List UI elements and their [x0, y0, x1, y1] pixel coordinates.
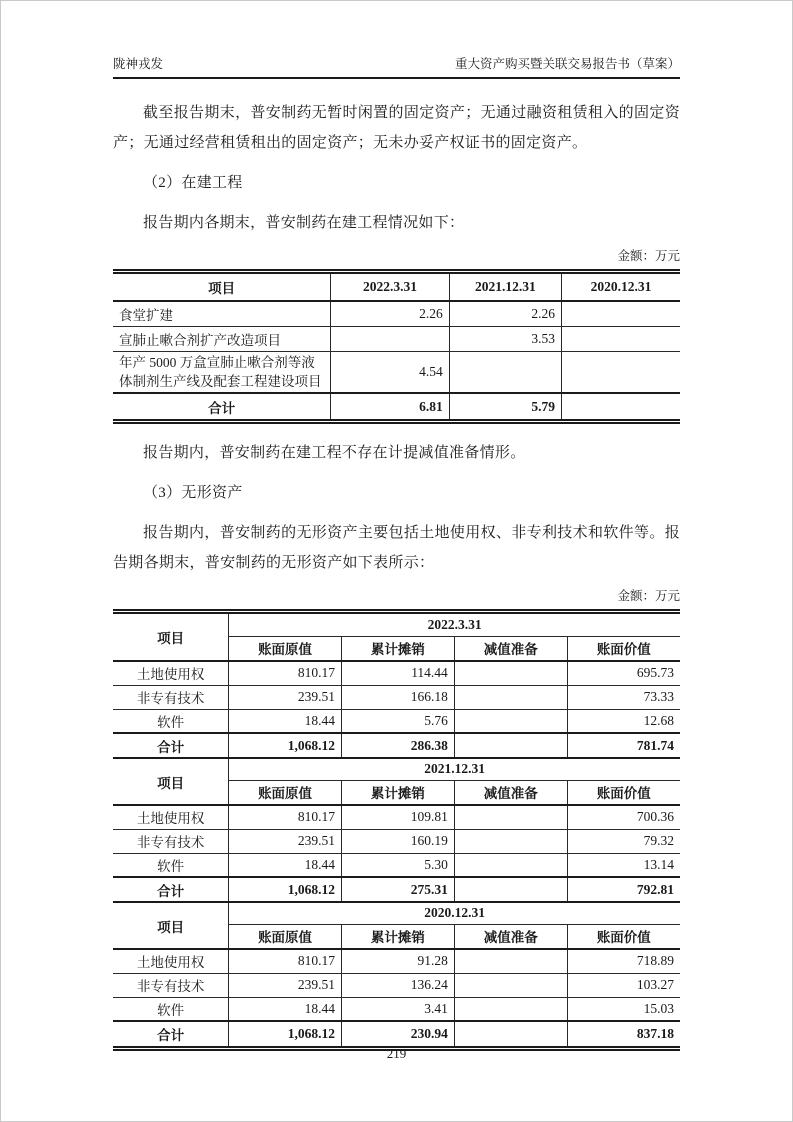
value-cell: 15.03: [567, 997, 680, 1021]
table-row: [113, 805, 680, 829]
column-header: 项目: [208, 281, 236, 296]
column-header: 2020.12.31: [561, 274, 680, 301]
value-cell: 114.44: [341, 661, 454, 685]
row-label-cell: 非专有技术: [136, 691, 205, 706]
table-total-row: [113, 393, 680, 419]
total-value-cell: 837.18: [567, 1021, 680, 1046]
row-label-cell: 土地使用权: [136, 811, 205, 827]
total-value-cell: 1,068.12: [229, 1021, 342, 1046]
construction-table: [113, 269, 680, 424]
paragraph-no-impairment: 报告期内，普安制药在建工程不存在计提减值准备情形。: [143, 445, 526, 461]
value-cell: [449, 351, 561, 393]
table-total-row: [113, 1021, 680, 1046]
value-cell: 718.89: [567, 949, 680, 973]
total-label-cell: 合计: [157, 739, 185, 755]
item-column-header: 项目: [157, 775, 185, 791]
column-header: 账面价值: [567, 636, 680, 661]
value-cell: 18.44: [229, 853, 342, 877]
period-header-cell: 2022.3.31: [229, 614, 680, 636]
header-company-name: 陇神戎发: [113, 57, 164, 71]
period-header-row: [113, 902, 680, 924]
header-report-title: 重大资产购买暨关联交易报告书（草案）: [454, 57, 680, 71]
table-row: [113, 301, 680, 326]
item-column-header: 项目: [157, 631, 185, 646]
value-cell: 103.27: [567, 973, 680, 997]
item-column-header: 项目: [157, 919, 185, 935]
row-label-cell: 软件: [157, 1002, 185, 1018]
value-cell: 5.76: [341, 709, 454, 733]
column-header: 累计摊销: [341, 780, 454, 805]
value-cell: [454, 949, 567, 973]
paragraph-intangible-intro: 报告期内，普安制药的无形资产主要包括土地使用权、非专利技术和软件等。报告期各期末，普安制药的无形资产如下表所示：: [113, 525, 680, 571]
value-cell: 136.24: [341, 973, 454, 997]
value-cell: 166.18: [341, 685, 454, 709]
row-label-cell: 软件: [157, 714, 185, 730]
total-value-cell: 792.81: [567, 877, 680, 902]
total-value-cell: [454, 877, 567, 902]
value-cell: 239.51: [229, 829, 342, 853]
period-header-row: [113, 758, 680, 780]
value-cell: [561, 326, 680, 351]
column-header: 累计摊销: [341, 636, 454, 661]
period-header-row: [113, 614, 680, 636]
value-cell: [454, 661, 567, 685]
row-label-cell: 软件: [157, 858, 185, 874]
total-value-cell: 275.31: [341, 877, 454, 902]
value-cell: 3.53: [449, 326, 561, 351]
row-label-cell: 非专有技术: [136, 835, 205, 850]
amount-unit-label-1: 金额：万元: [617, 249, 680, 263]
row-label-cell: 年产 5000 万盒宣肺止嗽合剂等液体制剂生产线及配套工程建设项目: [119, 354, 322, 389]
value-cell: 73.33: [567, 685, 680, 709]
table-row: [113, 997, 680, 1021]
value-cell: 160.19: [341, 829, 454, 853]
value-cell: [454, 997, 567, 1021]
total-value-cell: [454, 1021, 567, 1046]
value-cell: 3.41: [341, 997, 454, 1021]
paragraph-construction-intro: 报告期内各期末，普安制药在建工程情况如下：: [143, 215, 465, 231]
value-cell: 810.17: [229, 661, 342, 685]
amount-unit-label-2: 金额：万元: [617, 589, 680, 603]
value-cell: 2.26: [449, 301, 561, 326]
value-cell: [454, 709, 567, 733]
table-total-row: [113, 733, 680, 758]
row-label-cell: 食堂扩建: [119, 307, 173, 323]
table-row: [113, 685, 680, 709]
value-cell: [454, 685, 567, 709]
paragraph-fixed-assets: 截至报告期末，普安制药无暂时闲置的固定资产；无通过融资租赁租入的固定资产；无通过经营租赁租出的固定资产；无未办妥产权证书的固定资产。: [113, 105, 680, 151]
value-cell: 4.54: [331, 351, 450, 393]
table-row: [113, 351, 680, 393]
column-header: 2022.3.31: [331, 274, 450, 301]
table-row: [113, 973, 680, 997]
heading-intangible-assets: （3）无形资产: [143, 485, 243, 501]
value-cell: 239.51: [229, 973, 342, 997]
table-total-row: [113, 877, 680, 902]
table-row: [113, 326, 680, 351]
value-cell: 810.17: [229, 805, 342, 829]
total-value-cell: 781.74: [567, 733, 680, 758]
value-cell: 18.44: [229, 997, 342, 1021]
total-label-cell: 合计: [157, 883, 185, 899]
table-header-row: [113, 274, 680, 301]
value-cell: 810.17: [229, 949, 342, 973]
page-number: 219: [386, 1046, 407, 1061]
column-header: 减值准备: [454, 924, 567, 949]
total-value-cell: [561, 393, 680, 419]
value-cell: 5.30: [341, 853, 454, 877]
row-label-cell: 土地使用权: [136, 955, 205, 971]
value-cell: [561, 301, 680, 326]
value-cell: [454, 853, 567, 877]
page-header: [113, 0, 680, 79]
total-value-cell: 6.81: [331, 393, 450, 419]
table-row: [113, 829, 680, 853]
value-cell: 700.36: [567, 805, 680, 829]
column-header: 2021.12.31: [449, 274, 561, 301]
column-header: 账面原值: [229, 636, 342, 661]
value-cell: [561, 351, 680, 393]
value-cell: 109.81: [341, 805, 454, 829]
value-cell: [331, 326, 450, 351]
column-header: 减值准备: [454, 780, 567, 805]
row-label-cell: 非专有技术: [136, 979, 205, 994]
intangible-assets-table: [113, 609, 680, 1051]
value-cell: 13.14: [567, 853, 680, 877]
table-row: [113, 853, 680, 877]
total-value-cell: 1,068.12: [229, 877, 342, 902]
value-cell: 79.32: [567, 829, 680, 853]
column-header: 账面价值: [567, 780, 680, 805]
total-value-cell: 286.38: [341, 733, 454, 758]
total-label-cell: 合计: [157, 1028, 185, 1043]
total-value-cell: 230.94: [341, 1021, 454, 1046]
value-cell: [454, 829, 567, 853]
value-cell: 18.44: [229, 709, 342, 733]
column-header: 累计摊销: [341, 924, 454, 949]
value-cell: 695.73: [567, 661, 680, 685]
period-header-cell: 2020.12.31: [229, 902, 680, 924]
column-header: 账面原值: [229, 924, 342, 949]
heading-construction-in-progress: （2）在建工程: [143, 175, 243, 191]
table-row: [113, 661, 680, 685]
value-cell: 239.51: [229, 685, 342, 709]
value-cell: [454, 973, 567, 997]
total-value-cell: 5.79: [449, 393, 561, 419]
row-label-cell: 土地使用权: [136, 667, 205, 683]
page-content: [113, 98, 680, 1051]
total-label-cell: 合计: [208, 400, 236, 416]
column-header: 账面原值: [229, 780, 342, 805]
column-header: 账面价值: [567, 924, 680, 949]
total-value-cell: 1,068.12: [229, 733, 342, 758]
total-value-cell: [454, 733, 567, 758]
value-cell: 91.28: [341, 949, 454, 973]
table-row: [113, 949, 680, 973]
column-header: 减值准备: [454, 636, 567, 661]
period-header-cell: 2021.12.31: [229, 758, 680, 780]
value-cell: 12.68: [567, 709, 680, 733]
value-cell: 2.26: [331, 301, 450, 326]
value-cell: [454, 805, 567, 829]
table-row: [113, 709, 680, 733]
row-label-cell: 宣肺止嗽合剂扩产改造项目: [119, 332, 281, 348]
